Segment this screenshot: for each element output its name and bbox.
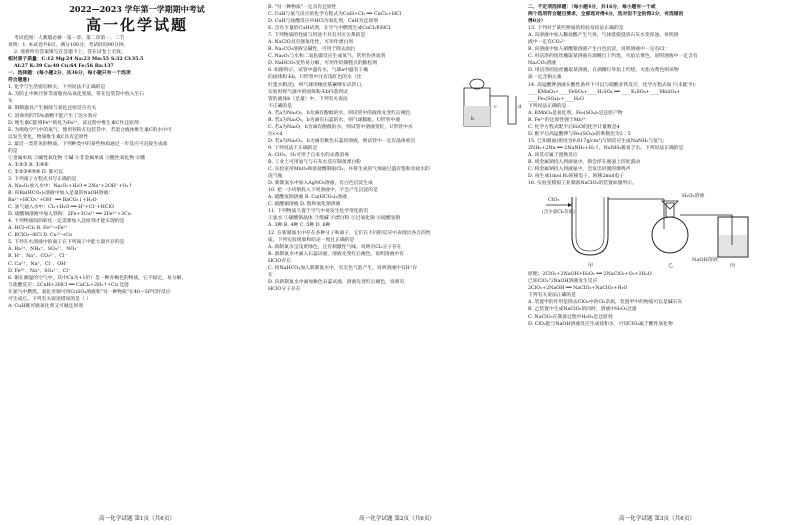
- text-line: A. ClO₂、O₃可用于自来水的杀菌消毒: [268, 152, 349, 158]
- text-line: D. Fe³⁺、Na⁺、SO₄²⁻、Cl⁻: [8, 268, 71, 274]
- text-line: 下列有关说法正确的是: [528, 293, 576, 299]
- text-line: D. 若a为Na₂O₂，b为滴有紫色石蕊的溶液，则试管中一定有晶体析出: [268, 138, 416, 144]
- section-heading: 一、选择题：(每小题2分，共36分，每小题只有一个选项: [8, 70, 131, 77]
- text-line: 灰: [8, 99, 13, 105]
- text-line: Na₂CO₃溶液: [528, 61, 557, 67]
- section-heading: 符合题意): [8, 77, 30, 84]
- text-line: C. Na₂O₂与水和二氧化碳反应生成氧气，常用作供氧剂: [268, 54, 386, 60]
- text-line: ①氯水 ②碳酸钠晶体 ③烧碱 ④漂白粉 ⑤过氧化钠 ⑥硫酸氢钠: [268, 216, 401, 222]
- text-line: A. 向溶液中加入稀盐酸产生气体，气体能使澄清石灰水变浑浊，说明溶: [528, 33, 679, 39]
- text-line: 不正确的是: [268, 103, 292, 109]
- text-line: C. NaClO₂在制备过程中H₂O₂是还原剂: [528, 314, 613, 320]
- text-line: B. H⁺、Na⁺、CO₃²⁻、Cl⁻: [8, 254, 67, 260]
- atomic-mass-line: 相对原子质量：C:12 Mg:24 Na:23 Mn:55 S:32 Cl:35.5: [8, 56, 144, 63]
- text-line: A. NaClO具有强氧化性，可用作漂白剂: [268, 40, 354, 46]
- instruction-line: 2. 请将所有答案填写在答题卡上，答在试卷上无效。: [14, 50, 126, 56]
- text-line: D. 维生素C能将Fe³⁺转化为Fe²⁺，该过程中维生素C作还原剂: [8, 120, 139, 126]
- text-line: D. 用洁净的铂丝蘸取某溶液，在酒精灯外焰上灼烧，火焰为黄色则该物: [528, 68, 679, 74]
- label-jia: 甲: [588, 263, 594, 270]
- text-line: C. 若a为Na₂O，b为滴有酚酞的水，则试管中溶液变红，U形管中水: [268, 124, 413, 130]
- text-line: A. 为防止中秋月饼等富脂食品氧化变质，常在包装袋中放入生石: [8, 92, 145, 98]
- text-line: 的固体粉末b，U形管中注有浅红色的水（比: [268, 75, 362, 81]
- text-line: C. 实验室用MnO₂和浓盐酸制取Cl₂，并将生成的气体通过盛有饱和食盐水的: [268, 167, 430, 173]
- label-clo2: ClO₂: [548, 197, 560, 204]
- page-footer: 高一化学试题 第3页（共6页）: [618, 516, 696, 522]
- text-line: 2. 最近一类常见的物质，下列种类中的某些物质通过一步反应可直接生成盐: [8, 141, 168, 147]
- text-line: 6. 铜在潮湿的空气中，其中Cu为+1价）是一种赤褐色的物质，它不稳定，易分解，: [8, 275, 187, 281]
- section-heading: 两个选项符合题目要求，全部选对得4分，选对但不全的得2分，有选错的: [528, 11, 684, 18]
- text-line: 7. 下列物质的性质与用途不具有对应关系的是: [268, 33, 366, 39]
- text-line: E. 为吸收空气中的氧气，使用铁粉在包装袋中，若混合液体维生素C的水中可: [8, 127, 172, 133]
- text-line: B. 向Ba(HCO₃)₂溶液中加入足量的NaOH溶液：: [8, 191, 114, 197]
- text-line: 在氯气中燃烧。氧化亚铜可用CuSO₄溶液和"另一种物质"在40～50℃时反应: [8, 289, 171, 295]
- instruction-line: 考试范围：人教版必修一第一章、第二章第一、二节: [14, 36, 125, 41]
- text-line: B. "另一种物质"一定具有还原性: [268, 5, 337, 10]
- section-heading: 得0分）: [528, 18, 546, 25]
- main-title: 高一化学试题: [85, 16, 188, 34]
- atomic-mass-line: Al:27 K:39 Ca:40 Cu:64 Fe:56 Ba:137: [14, 63, 114, 70]
- text-line: 可生成它。下列有关叙述错误的是（ ）: [8, 296, 92, 302]
- page-footer: 高一化学试题 第2页（共6页）: [358, 516, 436, 522]
- text-line: A. 若a为Na₂O₂，b为滴有酚酞的水，则试管中的液体先变红后褪色: [268, 110, 411, 116]
- text-line: 洗气瓶: [268, 174, 283, 180]
- text-line: 的是: [8, 148, 18, 154]
- text-line: D. CuH与盐酸反应中HCl为氧化剂，CuH为还原剂: [268, 19, 378, 25]
- text-line: A. ①②③ B. ①④⑥: [8, 162, 49, 168]
- text-line: B. Na₂CO₃溶液呈碱性，可用于除去油污: [268, 47, 356, 53]
- text-line: 4. 下列物质间的转化一定需要加入还原剂才能实现的是: [8, 219, 125, 225]
- text-line: D. NaHCO₃受热易分解，可用作焙制糕点的膨松剂: [268, 61, 378, 67]
- text-line: D. 向新制氯水中滴加紫色石蕊试液，溶液先变红后褪色，说明有: [268, 279, 405, 285]
- instruction-line: 说明：1. 本试卷共6页，满分100分，考试时间90分钟。: [8, 43, 129, 49]
- text-line: C. 将NaHCO₃加入新制氯水中，有无色气泡产生，说明溶液中有H⁺存: [268, 265, 418, 271]
- text-line: B. Fe²⁺的还原性强于Mn²⁺: [528, 117, 587, 123]
- label-naoh: NaOH溶液: [692, 257, 718, 264]
- text-line: A. KMnO₄是氧化剂，Fe₂(SO₄)₃是还原产物: [528, 110, 623, 116]
- page-footer: 高一化学试题 第1页（共6页）: [98, 516, 176, 522]
- text-line: A. 3种 B. 4种 C. 5种 D. 6种: [268, 223, 331, 229]
- text-line: A. CuH既可做氧化剂又可做还原剂: [8, 303, 84, 309]
- column-page-1: [8, 4, 266, 310]
- text-line: ____Fe₂(SO₄)₃+____H₂O: [528, 96, 584, 102]
- text-line: B. 向溶液中加入硝酸银溶液产生白色沉淀，说明溶液中一定有Cl⁻: [528, 47, 668, 53]
- text-line: C. CuH与氯气反应的化学方程式为CuH+Cl₂ ══ CuCl₂+HCl: [268, 12, 402, 18]
- text-line: 已知ClO₂与NaOH溶液发生反应: [528, 279, 598, 285]
- text-line: 12. 在新制氯水中存在多种分子和离子，它们在不同的反应中表现出各自的性: [268, 230, 431, 236]
- text-line: C. KClO₃→KCl D. Cu²⁺→Cu: [8, 233, 72, 239]
- label-h2o2: H₂O₂溶液: [682, 193, 705, 200]
- text-line: 2ClO₂+2NaOH ══ NaClO₂+NaClO₃+H₂O: [528, 286, 628, 292]
- text-line: D. 硫酸铜溶液中加入铁粉：2Fe+3Cu²⁺ ══ 2Fe³⁺+3Cu: [8, 212, 131, 218]
- text-line: D. 每生成1mol H₂转移电子，转移2mol电子: [528, 174, 624, 180]
- text-line: 11. 下列物质久置于空气中易发生化学变化的有: [268, 209, 369, 215]
- text-line: 原理：2ClO₂+2NaOH+H₂O₂ ══ 2NaClO₂+O₂+2H₂O: [528, 272, 652, 278]
- text-line: C. 化学方程式配平后H₂O的化学计量数是4: [528, 124, 620, 130]
- text-line: ____KMnO₄+____FeSO₄+____H₂SO₄ ══ ____K₂SO₄+____MnSO₄+: [528, 89, 681, 95]
- text-line: A. Na₂O₂放入水中：Na₂O₂+H₂O ═ 2Na⁺+2OH⁻+O₂↑: [8, 183, 133, 189]
- svg-text:c: c: [494, 104, 497, 110]
- text-line: A. 硫酸氢钠溶液 B. Ca(HCO₃)₂溶液: [268, 195, 347, 201]
- text-line: B. 工业上可用氯气与石灰水反应制备漂白粉: [268, 160, 361, 166]
- text-line: 质一定含钠元素: [528, 75, 562, 81]
- text-line: Ba²⁺+HCO₃⁻+OH⁻ ══ BaCO₃↓+H₂O: [8, 198, 97, 204]
- text-line: 16. 实验室模拟工业制备NaClO₂的装置如图所示。: [528, 181, 637, 187]
- text-line: 实验时将气球中的固体粉末b抖落到试: [268, 89, 348, 95]
- text-line: B. 若a为Na₂O₂，b为滴有石蕊的水，则气球膨胀，U形管中液: [268, 117, 401, 123]
- text-line: 8. 如图所示，试管中盛有水，气球a中盛有干燥: [268, 68, 369, 74]
- text-line: 以发生变化，物质维生素C具有还原性: [8, 134, 89, 140]
- text-line: C. 消毒用的75%酒精不能产生丁达尔效应: [8, 113, 98, 119]
- text-line: C. Ca²⁺、Na⁺、Cl⁻、OH⁻: [8, 261, 68, 267]
- text-line: 在: [268, 272, 273, 278]
- text-line: B. 钢制器具产生铜绿与氧化还原反应有关: [8, 106, 97, 112]
- text-line: B. 将金属钠投入到液氨中，钠会浮在液面上四处游动: [528, 160, 641, 166]
- text-line: 位c<d: [268, 131, 283, 137]
- text-line: 红墨水稍淡)，将气球用橡皮筋紧缚在试管口，: [268, 82, 366, 88]
- text-line: C. ①②③④⑤⑥ D. 都可以: [8, 169, 63, 175]
- text-line: C. 用洁净的铂丝蘸取某溶液在酒精灯上灼烧，火焰呈黄色，说明溶液中一定含有: [528, 54, 698, 60]
- exam-title: 2022—2023 学年第一学期期中考试: [69, 4, 205, 14]
- text-line: A. 装置甲的作用是除去ClO₂中的Cl₂杂质，装置甲中的物质可以是碱石灰: [528, 300, 683, 306]
- text-line: C. 将金属钠投入到液氨中，会发出轻微的爆鸣声: [528, 167, 631, 173]
- section-heading: 二、不定项选择题：（每小题4分，共16分，每小题有一个或: [528, 4, 656, 10]
- question-lines: [528, 271, 786, 327]
- label-yi: 乙: [668, 263, 674, 270]
- text-line: 1. 化学与生活密切相关，下列说法不正确的是: [8, 85, 106, 91]
- text-line: C. 硫酸铜溶液 D. 饱和氯化钠溶液: [268, 202, 341, 208]
- question-lines: [528, 25, 786, 187]
- text-line: E. 含有少量的CuH试剂，在空气中燃烧生成CuCl₂和HCl: [268, 26, 391, 32]
- text-line: D. 配平后高锰酸钾与Fe₂(SO₄)₃的系数比为2∶5: [528, 131, 631, 137]
- text-line: 13. 下列对于某些物质的检验及结论正确的是: [528, 26, 624, 32]
- text-line: HClO存在: [268, 258, 291, 264]
- text-line: 5. 下列在水溶液中的离子在下列离子中能大量共存的是: [8, 240, 125, 246]
- label-bing: 丙: [730, 263, 736, 270]
- text-line: B. 乙装置中生成NaClO₂的同时，溶液中H₂O₂过量: [528, 307, 637, 313]
- question-lines: [8, 84, 266, 310]
- text-line: A. 新制氯水呈浅黄绿色，且有刺激性气味，说明有Cl₂分子存在: [268, 244, 402, 250]
- text-line: D. 新制氯水中加入AgNO₃溶液，有白色沉淀生成: [268, 181, 373, 187]
- question-lines: [268, 4, 526, 293]
- column-page-3: [528, 4, 786, 328]
- text-line: D. ClO₂能与NaOH溶液反应生成盐和水，可知ClO₂属于酸性氧化物: [528, 321, 673, 327]
- text-line: 15. 已知液氨(密度为0.617g/cm³)与钠反应生成NaNH₂与氢气：: [528, 138, 668, 144]
- text-line: C. 氯气通入水中：Cl₂+H₂O ══ H⁺+Cl⁻+HClO: [8, 205, 114, 211]
- text-line: 下列说法正确的是: [528, 103, 567, 109]
- svg-text:b: b: [471, 116, 475, 122]
- column-page-2: [268, 4, 526, 293]
- text-line: 液中一定有CO₃²⁻: [528, 40, 566, 46]
- apparatus-figure: [542, 189, 772, 269]
- svg-text:d: d: [518, 104, 522, 110]
- text-line: 3. 下列离子方程式书写正确的是: [8, 176, 77, 182]
- text-line: 14. 高锰酸钾溶液在酸性条件下可以与硫酸亚铁反应，化学方程式如下(未配平)：: [528, 82, 700, 88]
- text-line: B. 新制氯水中滴入石蕊试液，溶液先变红后褪色，说明溶液中有: [268, 251, 405, 257]
- text-line: A. HCl→Cl₂ B. Fe³⁺→Fe²⁺: [8, 226, 68, 232]
- balloon-test-tube-figure: [458, 78, 528, 134]
- text-line: 9. 下列说法不正确的是: [268, 145, 318, 151]
- label-clo2-note: (含少量Cl₂杂质): [542, 210, 575, 216]
- text-line: 质。下列实验现象和结论一致且正确的是: [268, 237, 355, 243]
- text-line: 管的液体b（足量）中，下列有关说法: [268, 96, 348, 102]
- text-line: 2NH₃+2Na ══ 2NaNH₂+H₂↑，NaNH₂极易于水。下列说法正确的是: [528, 145, 684, 151]
- text-line: 10. 把一小块钠投入下列溶液中，不会产生沉淀的是: [268, 188, 378, 194]
- text-line: A. Ba²⁺、NH₄⁺、SO₄²⁻、NO₃⁻: [8, 247, 79, 253]
- text-line: ①金属单质 ②碱性氧化物 ③碱 ④非金属单质 ⑤酸性氧化物 ⑥酸: [8, 155, 146, 161]
- text-line: A. 该反应属于置换反应: [528, 152, 578, 158]
- text-line: HClO分子存在: [268, 286, 301, 292]
- text-line: 与盐酸反应：2CuH+2HCl ══ CuCl₂+2H₂↑+Cu 还能: [8, 282, 130, 288]
